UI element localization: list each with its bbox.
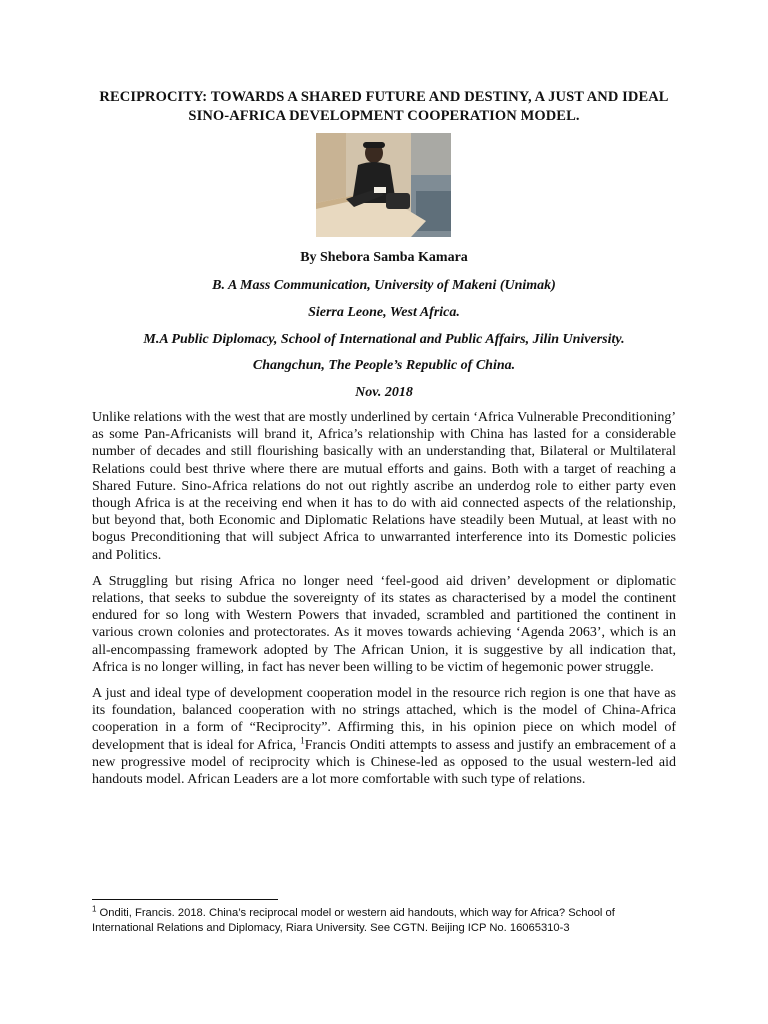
body-paragraph: [92, 685, 676, 788]
footnote-divider: [92, 899, 278, 900]
footnote-reference[interactable]: 1: [300, 735, 305, 745]
author-byline: By Shebora Samba Kamara: [300, 250, 468, 265]
document-title: RECIPROCITY: TOWARDS A SHARED FUTURE AND DESTINY, A JUST AND IDEAL SINO-AFRICA DEVELOPMENT COOPERATION MODEL.: [99, 89, 669, 124]
footnote: [92, 906, 676, 936]
author-degree-ma: M.A Public Diplomacy, School of International and Public Affairs, Jilin University.: [143, 332, 625, 347]
document-date: Nov. 2018: [355, 385, 413, 400]
author-photo: [316, 133, 451, 237]
author-photo-image: [316, 133, 451, 237]
footnote-text: Onditi, Francis. 2018. China’s reciprocal model or western aid handouts, which way for Africa? School of International Relations and Diplomacy, Riara University. See CGTN. Beijing ICP No. 16065310-3: [92, 907, 615, 934]
author-degree-ba: B. A Mass Communication, University of Makeni (Unimak): [212, 278, 556, 293]
document-body: [92, 409, 676, 797]
paragraph-text: Francis Onditi attempts to assess and justify an embracement of a new progressive model of reciprocity which is Chinese-led as opposed to the usual western-led aid handouts model. African Leaders are a lot more comfortable with such type of relations.: [92, 737, 676, 788]
author-location-china: Changchun, The People’s Republic of China.: [252, 358, 516, 373]
body-paragraph: A Struggling but rising Africa no longer need ‘feel-good aid driven’ development or diplomatic relations, that seeks to subdue the sovereignty of its states as characterised by a model the continent endured for so long with Western Powers that invaded, scrambled and partitioned the continent in various crown colonies and protectorates. As it moves towards achieving ‘Agenda 2063’, which is an all-encompassing framework adopted by The African Union, it is suggestive by all indication that, Africa is no longer willing, in fact has never been willing to be victim of hegemonic power struggle.: [92, 573, 676, 675]
author-location-sierra-leone: Sierra Leone, West Africa.: [308, 305, 460, 320]
body-paragraph: Unlike relations with the west that are mostly underlined by certain ‘Africa Vulnerable Preconditioning’ as some Pan-Africanists will brand it, Africa’s relationship with China has lasted for a considerable number of decades and still flourishing basically with an understanding that, Bilateral or Multilateral Relations could best thrive where there are mutual efforts and gains. Both with a target of reaching a Shared Future. Sino-Africa relations do not out rightly ascribe an underdog role to either party even though Africa is at the receiving end when it has to do with aid connected aspects of the relationship, but beyond that, both Economic and Diplomatic Relations have steadily been Mutual, at least with no bogus Preconditioning that will subject Africa to unwarranted interference into its Domestic policies and Politics.: [92, 410, 676, 563]
footnote-number: 1: [92, 904, 97, 914]
paragraph-text: A just and ideal type of development cooperation model in the resource rich region is one that have as its foundation, balanced cooperation with no strings attached, which is the model of China-Africa cooperation in a form of “Reciprocity”. Affirming this, in his opinion piece on which model of development that is ideal for Africa,: [92, 686, 676, 753]
